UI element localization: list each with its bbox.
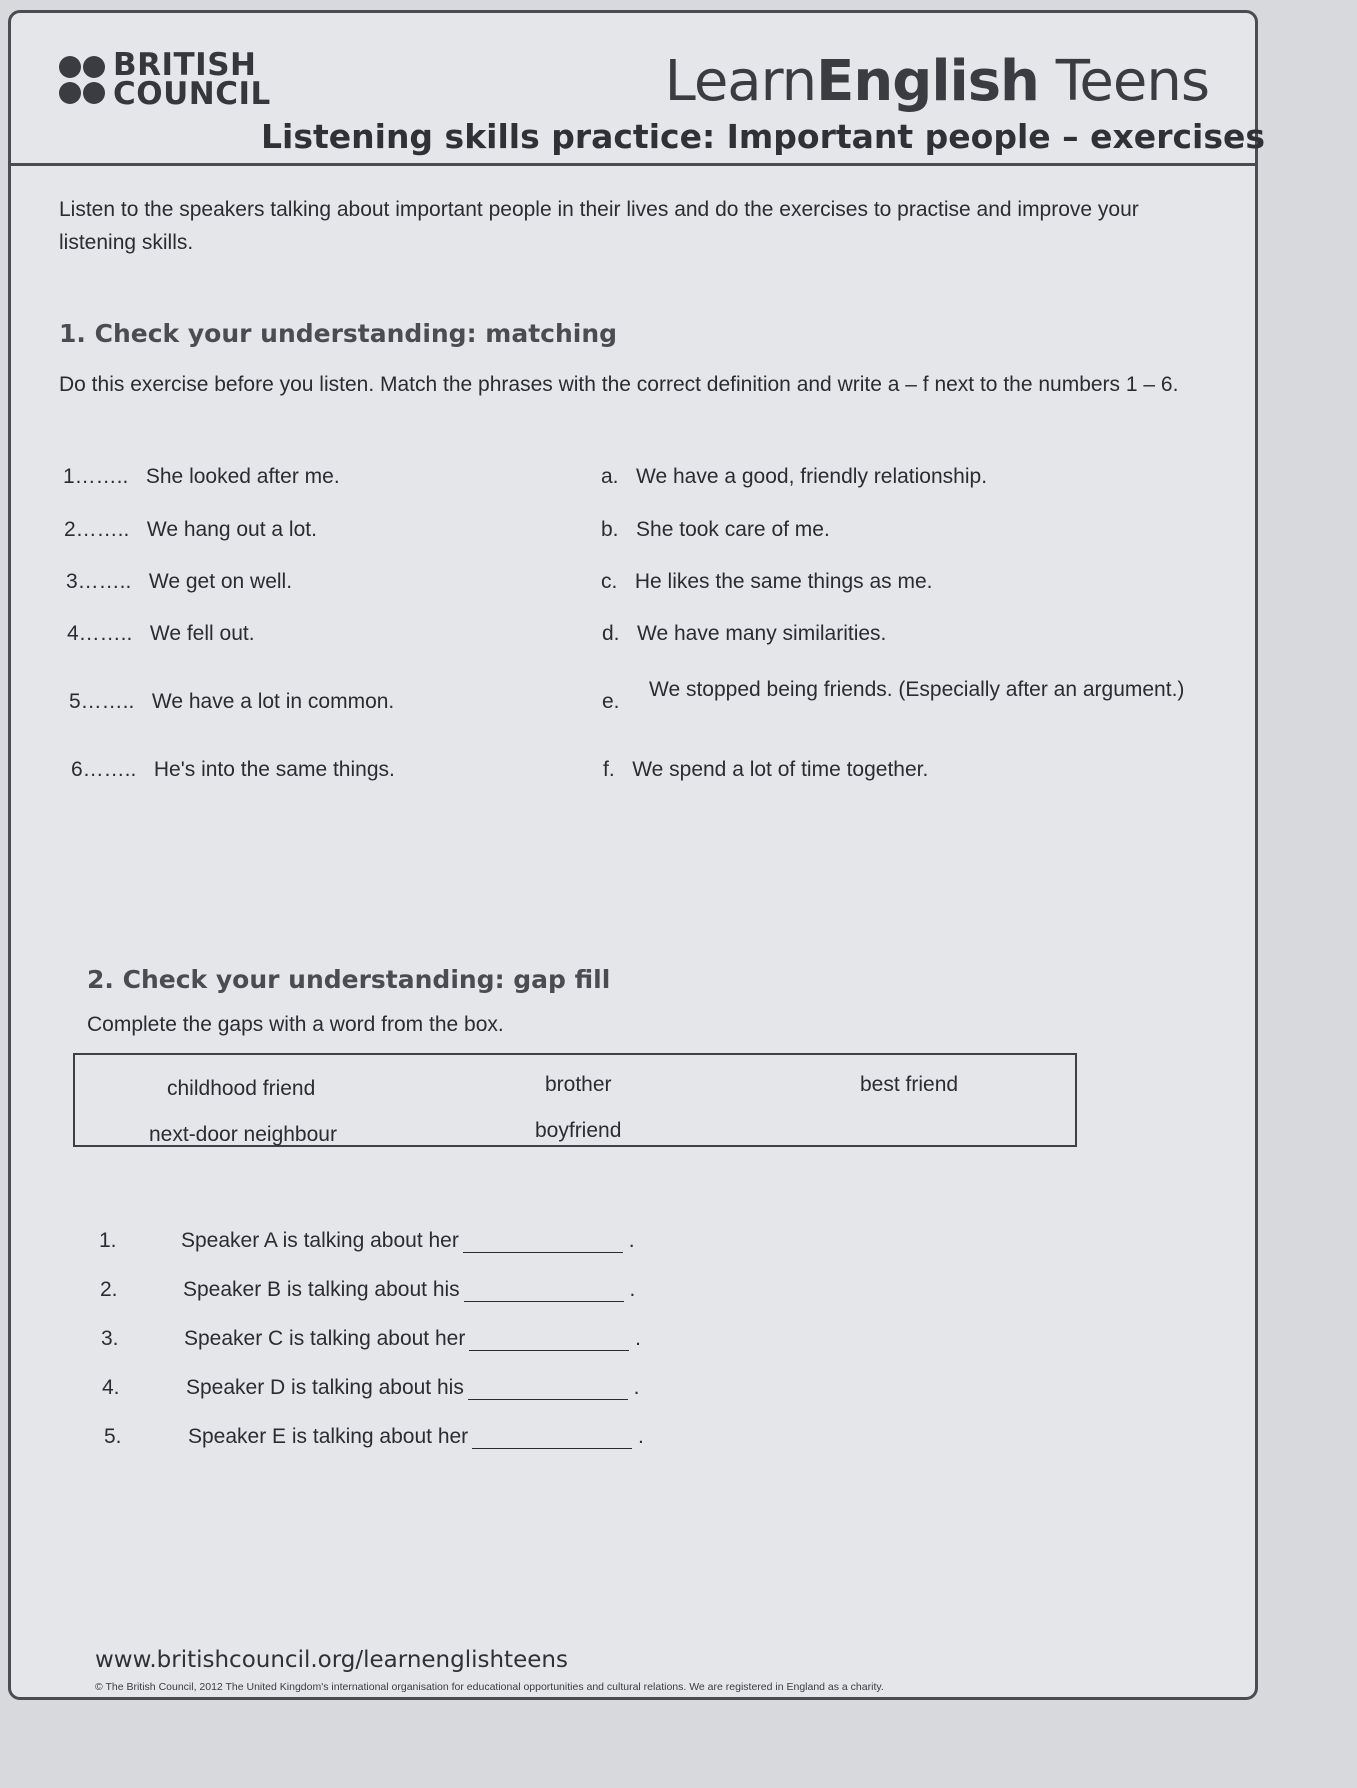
phrase-text: We hang out a lot. bbox=[146, 518, 317, 541]
phrase-text: We get on well. bbox=[148, 570, 293, 593]
gap-blank bbox=[464, 1283, 624, 1302]
gap-fill-item bbox=[181, 1229, 635, 1253]
word-box-item: next-door neighbour bbox=[149, 1123, 337, 1146]
phrase-number: 1…….. bbox=[63, 465, 129, 488]
definition-row bbox=[602, 622, 886, 646]
phrase-row bbox=[66, 570, 292, 594]
word-box-item: best friend bbox=[860, 1073, 959, 1096]
header bbox=[11, 13, 1266, 166]
gap-fill-text: Speaker C is talking about her bbox=[184, 1327, 466, 1350]
phrase-number: 3…….. bbox=[66, 570, 132, 593]
gap-blank bbox=[463, 1234, 623, 1253]
gap-fill-number: 1. bbox=[99, 1229, 117, 1252]
british-council-logo bbox=[59, 47, 271, 112]
brand-learn: Learn bbox=[664, 49, 817, 114]
gap-fill-number: 3. bbox=[101, 1327, 119, 1350]
phrase-number: 5…….. bbox=[69, 690, 135, 713]
phrase-number: 6…….. bbox=[71, 758, 137, 781]
word-box-item: childhood friend bbox=[167, 1077, 316, 1100]
definition-text: We have a good, friendly relationship. bbox=[636, 465, 988, 488]
phrase-row bbox=[67, 622, 255, 646]
gap-end-mark: . bbox=[635, 1327, 642, 1350]
gap-blank bbox=[469, 1332, 629, 1351]
org-line1: BRITISH bbox=[113, 47, 257, 83]
definition-text: He likes the same things as me. bbox=[634, 570, 933, 593]
section2-heading: 2. Check your understanding: gap fill bbox=[87, 965, 611, 994]
definition-row bbox=[601, 570, 933, 594]
phrase-number: 4…….. bbox=[67, 622, 133, 645]
phrase-row bbox=[63, 465, 340, 489]
gap-fill-text: Speaker B is talking about his bbox=[183, 1278, 460, 1301]
definition-text: We have many similarities. bbox=[637, 622, 887, 645]
gap-fill-item bbox=[184, 1327, 641, 1351]
intro-text: Listen to the speakers talking about important people in their lives and do the exercises to practise and improve your listening skills. bbox=[59, 198, 1139, 254]
british-council-dots-icon bbox=[59, 56, 105, 104]
brand-english: English bbox=[816, 49, 1039, 114]
definition-letter: a. bbox=[601, 465, 619, 488]
gap-fill-item bbox=[183, 1278, 635, 1302]
gap-fill-number: 4. bbox=[102, 1376, 120, 1399]
gap-fill-text: Speaker E is talking about her bbox=[188, 1425, 469, 1448]
definition-text: We stopped being friends. (Especially after an argument.) bbox=[649, 678, 1185, 701]
phrase-text: We have a lot in common. bbox=[151, 690, 395, 713]
definition-row bbox=[602, 690, 620, 714]
definition-letter: f. bbox=[603, 758, 615, 781]
definition-letter: e. bbox=[602, 690, 620, 713]
gap-fill-number: 2. bbox=[100, 1278, 118, 1301]
gap-fill-text: Speaker D is talking about his bbox=[186, 1376, 464, 1399]
org-line2: COUNCIL bbox=[113, 76, 271, 112]
definition-row bbox=[601, 465, 987, 489]
footer-copyright: © The British Council, 2012 The United Kingdom's international organisation for educational opportunities and cultural relations. We are registered in England as a charity. bbox=[95, 1681, 884, 1693]
gap-end-mark: . bbox=[638, 1425, 644, 1448]
footer-url: www.britishcouncil.org/learnenglishteens bbox=[95, 1647, 568, 1673]
gap-fill-item bbox=[188, 1425, 644, 1449]
definition-text: We spend a lot of time together. bbox=[632, 758, 929, 781]
definition-row bbox=[601, 518, 830, 542]
page-title: Listening skills practice: Important people – exercises bbox=[261, 117, 1266, 156]
phrase-text: We fell out. bbox=[149, 622, 255, 645]
gap-end-mark: . bbox=[628, 1229, 635, 1252]
worksheet bbox=[8, 10, 1266, 1700]
phrase-text: He's into the same things. bbox=[153, 758, 395, 781]
gap-end-mark: . bbox=[629, 1278, 636, 1301]
definition-row bbox=[603, 758, 928, 782]
brand-teens: Teens bbox=[1038, 49, 1209, 114]
word-box bbox=[73, 1053, 1077, 1147]
phrase-number: 2…….. bbox=[64, 518, 130, 541]
definition-letter: b. bbox=[601, 518, 619, 541]
word-box-item: boyfriend bbox=[535, 1119, 622, 1142]
definition-text: She took care of me. bbox=[636, 518, 830, 541]
definition-letter: c. bbox=[601, 570, 618, 593]
section2-instruction: Complete the gaps with a word from the box. bbox=[87, 1013, 504, 1036]
gap-fill-item bbox=[186, 1376, 640, 1400]
gap-fill-number: 5. bbox=[104, 1425, 122, 1448]
gap-blank bbox=[468, 1381, 628, 1400]
phrase-row bbox=[71, 758, 395, 782]
learnenglish-teens-logo bbox=[665, 49, 1209, 114]
section1-heading: 1. Check your understanding: matching bbox=[59, 319, 618, 348]
gap-fill-text: Speaker A is talking about her bbox=[181, 1229, 459, 1252]
phrase-text: She looked after me. bbox=[145, 465, 340, 488]
word-box-item: brother bbox=[545, 1073, 612, 1096]
definition-letter: d. bbox=[602, 622, 620, 645]
phrase-row bbox=[69, 690, 394, 714]
section1-instruction: Do this exercise before you listen. Match the phrases with the correct definition and write a – f next to the numbers 1 – 6. bbox=[59, 373, 1179, 396]
gap-end-mark: . bbox=[633, 1376, 640, 1399]
phrase-row bbox=[64, 518, 317, 542]
gap-blank bbox=[472, 1430, 632, 1449]
